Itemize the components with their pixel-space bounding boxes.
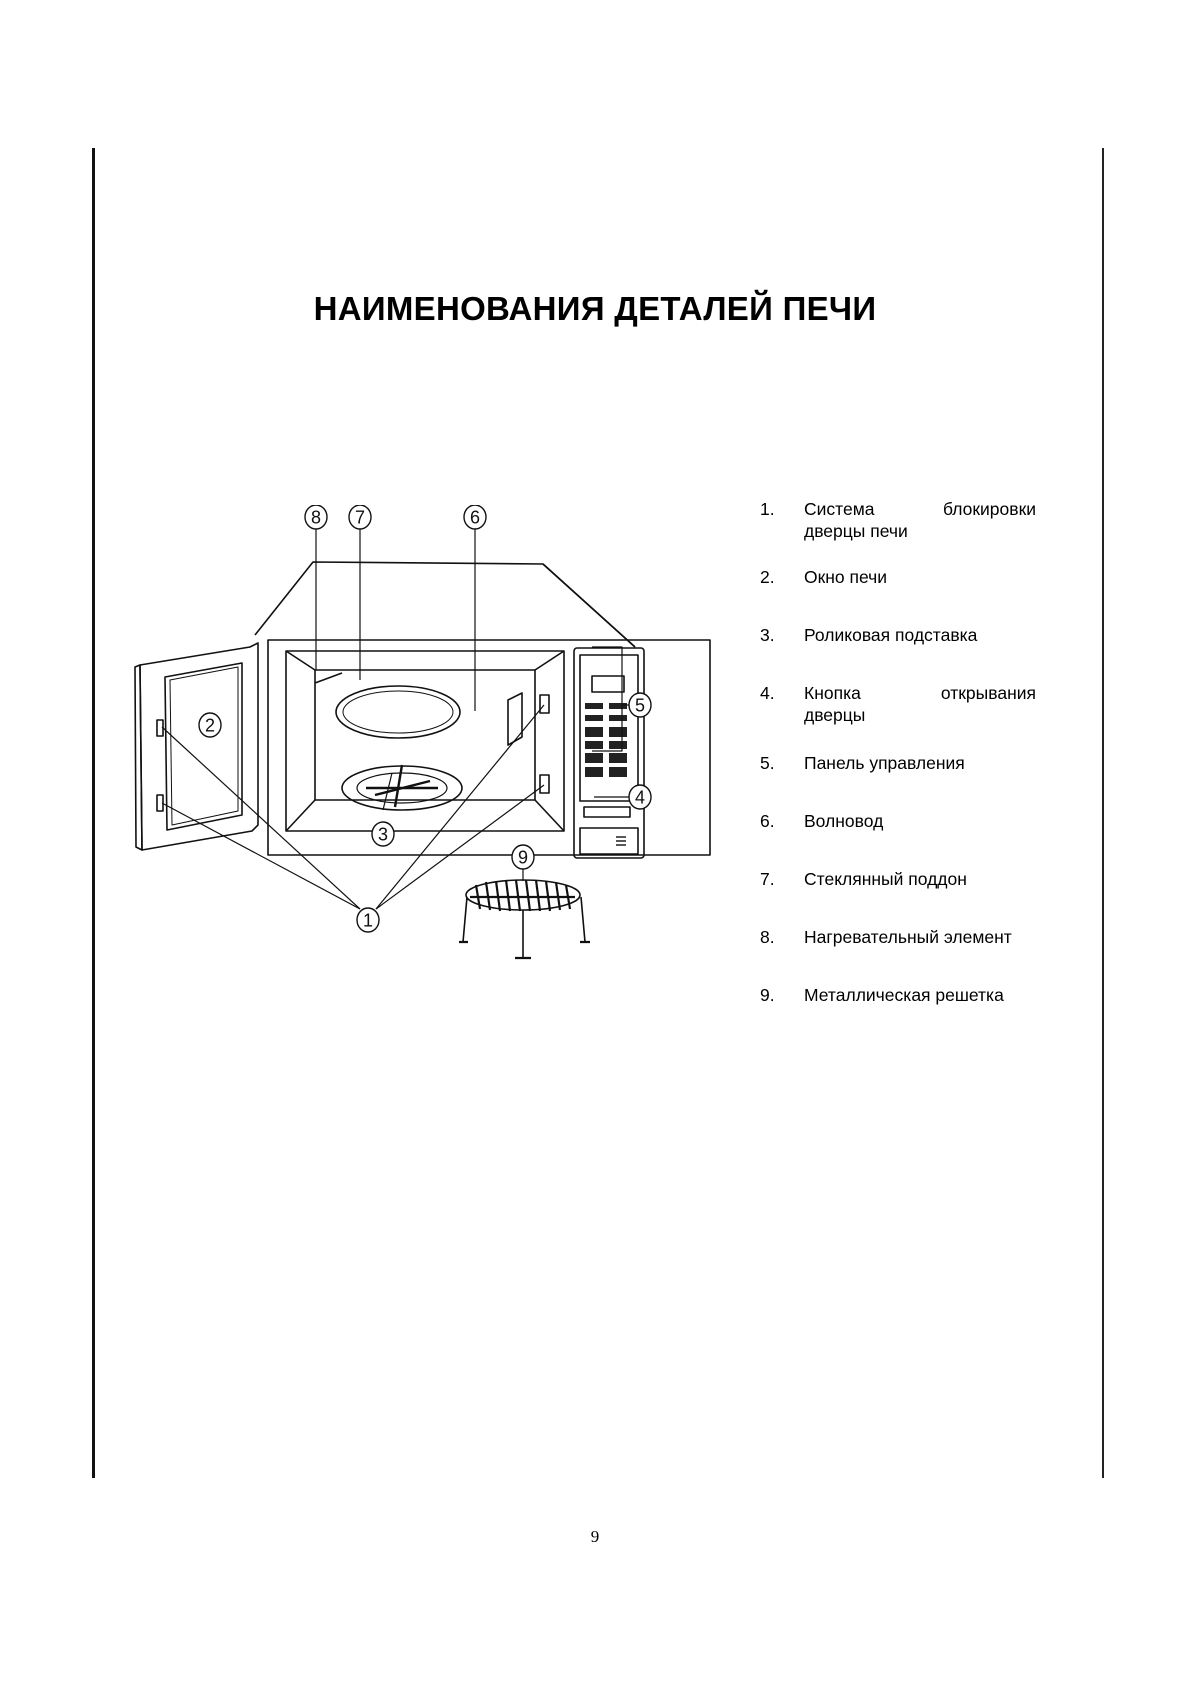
callout-3-label: 3 [377,824,389,845]
callout-leader-line [162,803,360,909]
parts-list-number: 5. [760,753,775,773]
cavity-top-right [535,651,564,670]
parts-list-label [804,498,1036,542]
right-margin-rule [1102,148,1104,1478]
left-margin-rule [92,148,95,1478]
parts-list-number: 8. [760,927,775,947]
parts-list-label [804,868,1036,890]
parts-list-label [804,566,1036,588]
page-title: НАИМЕНОВАНИЯ ДЕТАЛЕЙ ПЕЧИ [313,290,877,327]
parts-list-number: 2. [760,567,775,587]
callout-9-label: 9 [517,847,529,868]
cavity-floor-right [535,800,564,831]
callout-8-label: 8 [310,507,322,528]
callout-4-label: 4 [634,787,646,808]
parts-list-number: 7. [760,869,775,889]
callout-7-label: 7 [354,507,366,528]
parts-list-label-line: дверцы [804,705,866,725]
latch-hole-upper [540,695,549,713]
parts-list-number: 9. [760,985,775,1005]
cabinet-top [255,562,635,647]
parts-list-label-line: Нагревательный элемент [804,927,1012,947]
cabinet-top-right-edge [543,564,635,647]
callout-1-label: 1 [362,910,374,931]
parts-list-label-line: Стеклянный поддон [804,869,967,889]
metal-rack-legs [463,897,585,958]
door-window-inner [170,667,238,825]
door-window [165,663,242,830]
cavity-floor-left [286,800,315,831]
metal-rack-top [466,880,580,910]
parts-list-number: 4. [760,683,775,703]
parts-list-label-line: Кнопка открывания [804,683,1036,703]
parts-list-number: 1. [760,499,775,519]
callout-5-label: 5 [634,695,646,716]
callout-leaders [162,529,629,909]
waveguide [508,693,522,745]
heating-element [315,673,342,683]
door-side [135,665,142,850]
parts-list-label-line: Металлическая решетка [804,985,1004,1005]
control-display [592,676,624,692]
parts-list-label-line: Волновод [804,811,884,831]
parts-list-number: 3. [760,625,775,645]
parts-list-label-line: дверцы печи [804,521,908,541]
parts-list-label [804,926,1036,948]
callout-leader-line [162,727,360,909]
callout-leader-line [376,705,544,909]
callout-circles [199,505,651,932]
parts-list-label-line: Роликовая подставка [804,625,978,645]
parts-list-label-line: Окно печи [804,567,888,587]
parts-list-label [804,810,1036,832]
glass-tray [336,686,460,738]
parts-list-label-line: Панель управления [804,753,965,773]
parts-list-label [804,624,1036,646]
parts-list-number: 6. [760,811,775,831]
parts-list-label-line: Система блокировки [804,499,1036,519]
cavity-top-left [286,651,315,670]
start-stop-bar [584,807,630,817]
parts-list-label [804,984,1036,1006]
latch-hole-lower [540,775,549,793]
callout-2-label: 2 [204,715,216,736]
metal-rack-feet [459,942,590,958]
door-release-button [616,837,626,845]
parts-list-label [804,752,1036,774]
door-release-area [580,828,638,854]
parts-list-label [804,682,1036,726]
glass-tray-inner [343,691,453,733]
callout-6-label: 6 [469,507,481,528]
control-buttons [585,703,627,777]
microwave-parts-diagram [130,505,720,1050]
door-latch-upper [157,720,163,736]
page-number: 9 [590,1527,600,1546]
